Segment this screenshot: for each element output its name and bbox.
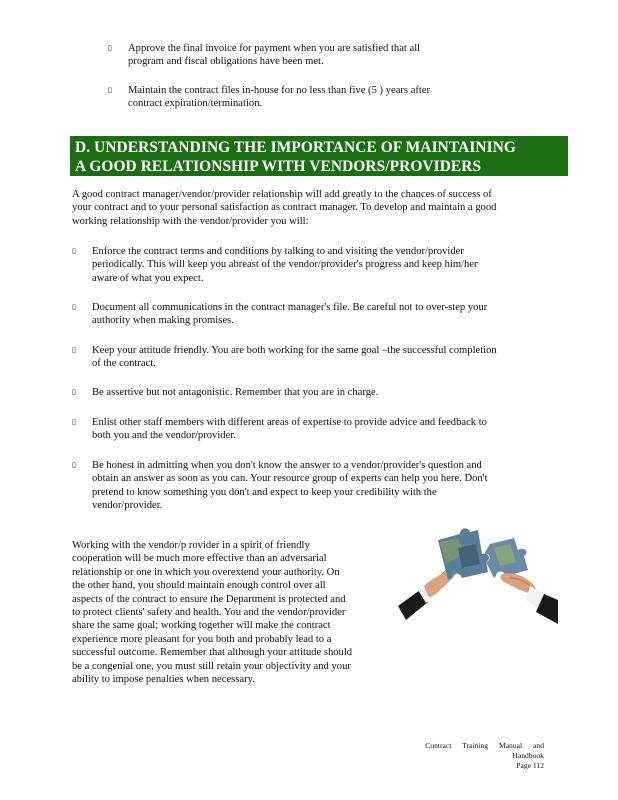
list-item-line: contract expiration/termination. (128, 98, 263, 110)
list-item-line: Enforce the contract terms and conditions by talking to and visiting the vendor/provider (92, 246, 464, 257)
section-heading-line: A GOOD RELATIONSHIP WITH VENDORS/PROVIDERS (75, 158, 482, 175)
bullet-icon: ▯ (72, 461, 76, 469)
page-footer (384, 741, 544, 771)
paragraph-line: A good contract manager/vendor/provider relationship will add greatly to the chances of success of (72, 189, 492, 200)
intro-paragraph (72, 188, 562, 228)
list-item-line: Maintain the contract files in-house for no less than five (5 ) years after (128, 85, 431, 96)
page-number: Page 112 (516, 761, 544, 770)
list-item (72, 344, 562, 371)
paragraph-line: aspects of the contract to ensure the Department is protected and (72, 593, 346, 605)
bullet-icon: ▯ (72, 346, 76, 354)
bullet-icon: ▯ (108, 86, 112, 94)
list-item-line: Keep your attitude friendly. You are both working for the same goal –the successful completion (92, 345, 497, 356)
footer-title: Contract Training Manual and Handbook (425, 741, 544, 760)
paragraph-line: your contract and to your personal satisfaction as contract manager. To develop and maintain a good (72, 202, 497, 214)
list-item-line: obtain an answer as soon as you can. Your resource group of experts can help you here. Don't (92, 473, 488, 485)
list-item-line: vendor/provider. (92, 500, 163, 512)
puzzle-handshake-icon (398, 524, 558, 624)
list-item-line: Enlist other staff members with different areas of expertise to provide advice and feedback to (92, 417, 487, 428)
list-item-line: Document all communications in the contract manager's file. Be careful not to over-step your (92, 302, 488, 313)
paragraph-line: share the same goal; working together will make the contract (72, 620, 331, 632)
list-item-line: aware of what you expect. (92, 272, 204, 284)
paragraph-line: successful outcome. Remember that although your attitude should (72, 647, 353, 659)
list-item-line: periodically. This will keep you abreast of the vendor/provider's progress and keep him/her (92, 259, 478, 271)
section-heading-line: D. UNDERSTANDING THE IMPORTANCE OF MAINTAINING (75, 139, 517, 156)
list-item-line: Be honest in admitting when you don't know the answer to a vendor/provider's question and (92, 460, 482, 471)
bullet-icon: ▯ (108, 44, 112, 52)
paragraph-line: working relationship with the vendor/provider you will: (72, 215, 309, 227)
list-item-line: Approve the final invoice for payment when you are satisfied that all (128, 43, 421, 54)
closing-paragraph (72, 539, 392, 686)
list-item-line: authority when making promises. (92, 315, 234, 327)
list-item-line: program and fiscal obligations have been met. (128, 56, 324, 68)
paragraph-line: cooperation will be much more effective than an adversarial (72, 553, 327, 565)
section-heading (70, 136, 568, 176)
paragraph-line: relationship or one in which you overextend your authority. On (72, 566, 340, 578)
list-item-line: both you and the vendor/provider. (92, 430, 236, 442)
list-item (72, 386, 562, 399)
list-item-line: of the contract. (92, 358, 156, 370)
list-item-line: pretend to know something you don't and expect to keep your credibility with the (92, 486, 437, 498)
paragraph-line: ability to impose penalties when necessary. (72, 674, 255, 686)
paragraph-line: the other hand, you should maintain enough control over all (72, 580, 326, 592)
bullet-icon: ▯ (72, 418, 76, 426)
list-item (72, 459, 562, 513)
list-item (72, 416, 562, 443)
list-item (108, 42, 468, 69)
paragraph-line: experience more pleasant for you both and probably lead to a (72, 633, 332, 645)
list-item (72, 245, 562, 285)
paragraph-line: to protect clients' safety and health. You and the vendor/provider (72, 607, 346, 619)
bullet-icon: ▯ (72, 303, 76, 311)
paragraph-line: be a congenial one, you must still retain your objectivity and your (72, 660, 351, 672)
list-item (72, 301, 562, 328)
bullet-icon: ▯ (72, 388, 76, 396)
list-item-line: Be assertive but not antagonistic. Remember that you are in charge. (92, 387, 379, 398)
paragraph-line: Working with the vendor/p rovider in a spirit of friendly (72, 540, 310, 551)
list-item (108, 84, 468, 111)
bullet-icon: ▯ (72, 247, 76, 255)
